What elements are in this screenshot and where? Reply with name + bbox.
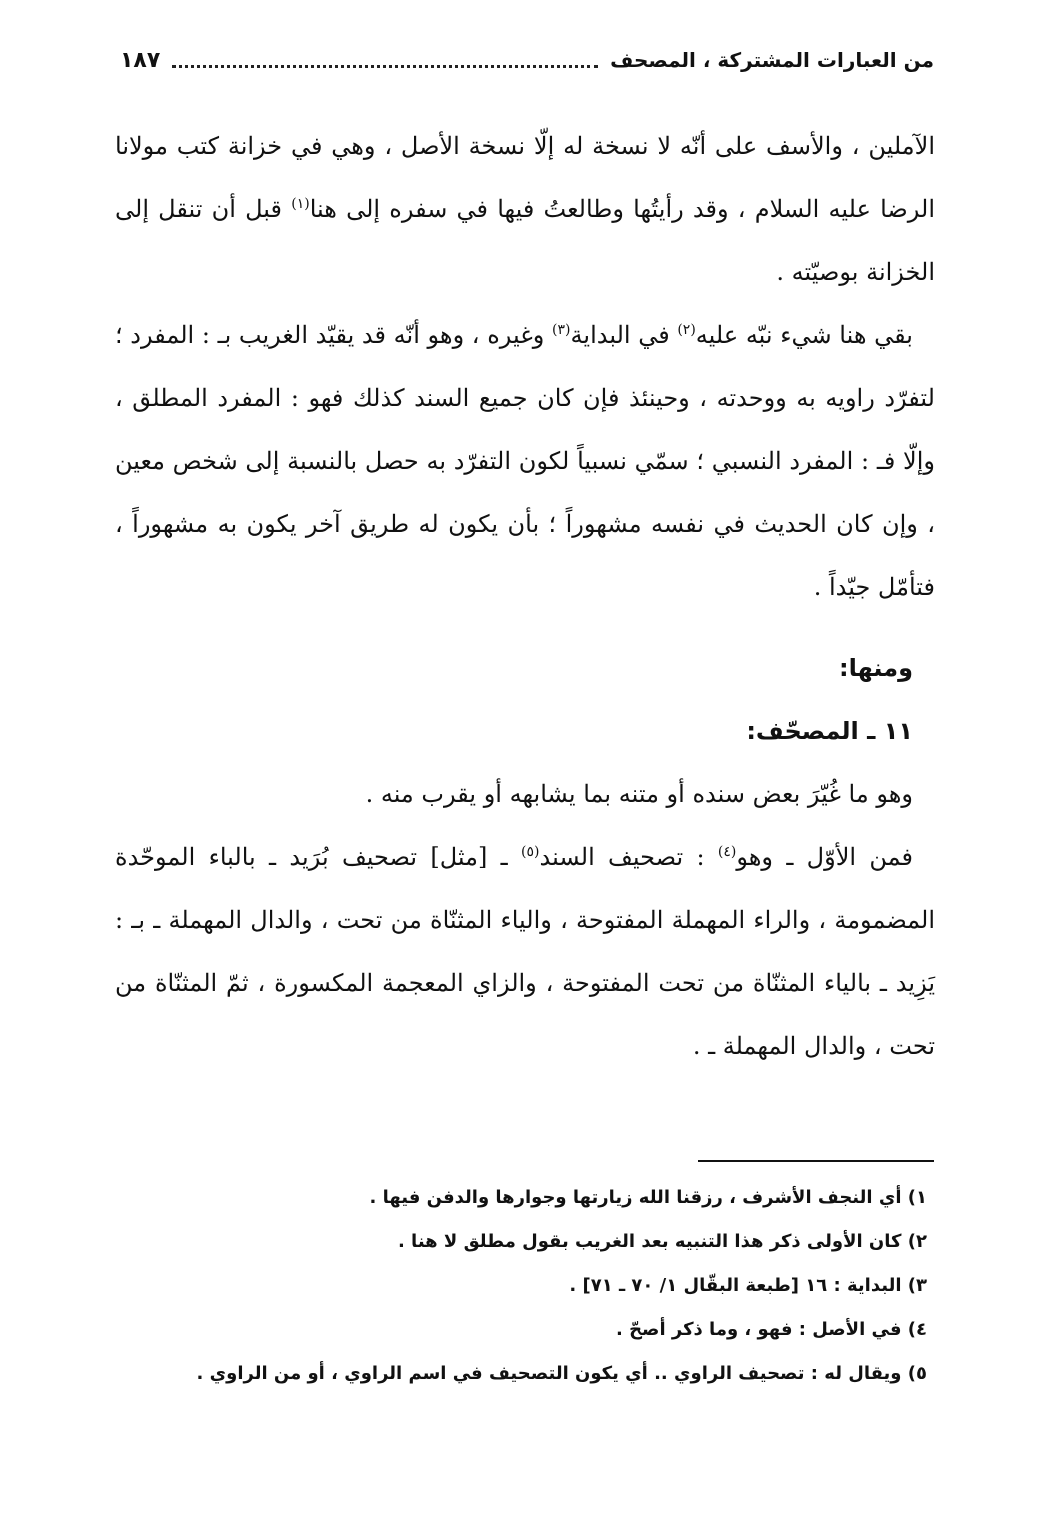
paragraph-4-text-b: : تصحيف السند — [539, 843, 718, 871]
page-number: ١٨٧ — [120, 47, 161, 73]
running-header — [120, 40, 934, 80]
paragraph-1-end: قبل أن تنقل إلى الخزانة بوصيّته . — [115, 195, 935, 286]
footnote-ref-2: (٢) — [677, 322, 696, 338]
paragraph-1 — [115, 115, 935, 304]
paragraph-2 — [115, 304, 935, 619]
section-heading-item-11: ١١ ـ المصحّف: — [746, 717, 913, 745]
footnote-5: ٥) ويقال له : تصحيف الراوي .. أي يكون التصحيف في اسم الراوي ، أو من الراوي . — [196, 1363, 927, 1384]
paragraph-2-text-c: وغيره ، وهو أنّه قد يقيّد الغريب بـ : المفرد ؛ لتفرّد راويه به ووحدته ، وحينئذ فإن كان جميع السند كذلك فهو : المفرد المطلق ، وإلّا فـ : المفرد النسبي ؛ سمّي نسبياً لكون التفرّد به حصل بالنسبة إلى شخص معين ، وإن كان الحديث في نفسه مشهوراً ؛ بأن يكون له طريق آخر يكون به مشهوراً ، فتأمّل جيّداً . — [115, 321, 935, 601]
footnotes — [115, 1176, 935, 1396]
footnote-ref-1: (١) — [291, 196, 310, 212]
footnote-ref-4: (٤) — [717, 844, 737, 860]
footnote-1: ١) أي النجف الأشرف ، رزقنا الله زيارتها وجوارها والدفن فيها . — [369, 1187, 927, 1208]
footnote-ref-5: (٥) — [521, 844, 540, 860]
footnote-2: ٢) كان الأولى ذكر هذا التنبيه بعد الغريب بقول مطلق لا هنا . — [397, 1231, 927, 1252]
paragraph-2-text-b: في البداية — [570, 321, 678, 349]
paragraph-4-text-c: ـ [مثل] تصحيف بُرَيد ـ بالباء الموحّدة المضمومة ، والراء المهملة المفتوحة ، والياء المثنّاة من تحت ، والدال المهملة ـ بـ : يَزِيد ـ بالياء المثنّاة من تحت المفتوحة ، والزاي المعجمة المكسورة ، ثمّ المثنّاة من تحت ، والدال المهملة ـ . — [115, 843, 935, 1060]
paragraph-4-text-a: فمن الأوّل ـ وهو — [736, 843, 914, 871]
main-text — [115, 115, 935, 1078]
footnote-ref-3: (٣) — [552, 322, 571, 338]
header-title: من العبارات المشتركة ، المصحف — [610, 48, 934, 72]
footnote-separator — [698, 1160, 934, 1162]
footnote-3: ٣) البداية : ١٦ [طبعة البقّال ١/ ٧٠ ـ ٧١] . — [569, 1275, 927, 1296]
paragraph-2-text-a: بقي هنا شيء نبّه عليه — [695, 321, 913, 349]
section-heading-minha: ومنها: — [838, 654, 913, 682]
footnote-4: ٤) في الأصل : فهو ، وما ذكر أصحّ . — [615, 1319, 927, 1340]
header-dot-leader — [172, 65, 598, 68]
paragraph-4 — [115, 826, 935, 1078]
paragraph-3: وهو ما غُيّرَ بعض سنده أو متنه بما يشابهه أو يقرب منه . — [365, 780, 913, 808]
paragraph-1-text: الآملين ، والأسف على أنّه لا نسخة له إلّا نسخة الأصل ، وهي في خزانة كتب مولانا الرضا عليه السلام ، وقد رأيتُها وطالعتُ فيها في سفره إلى هنا — [115, 132, 936, 223]
